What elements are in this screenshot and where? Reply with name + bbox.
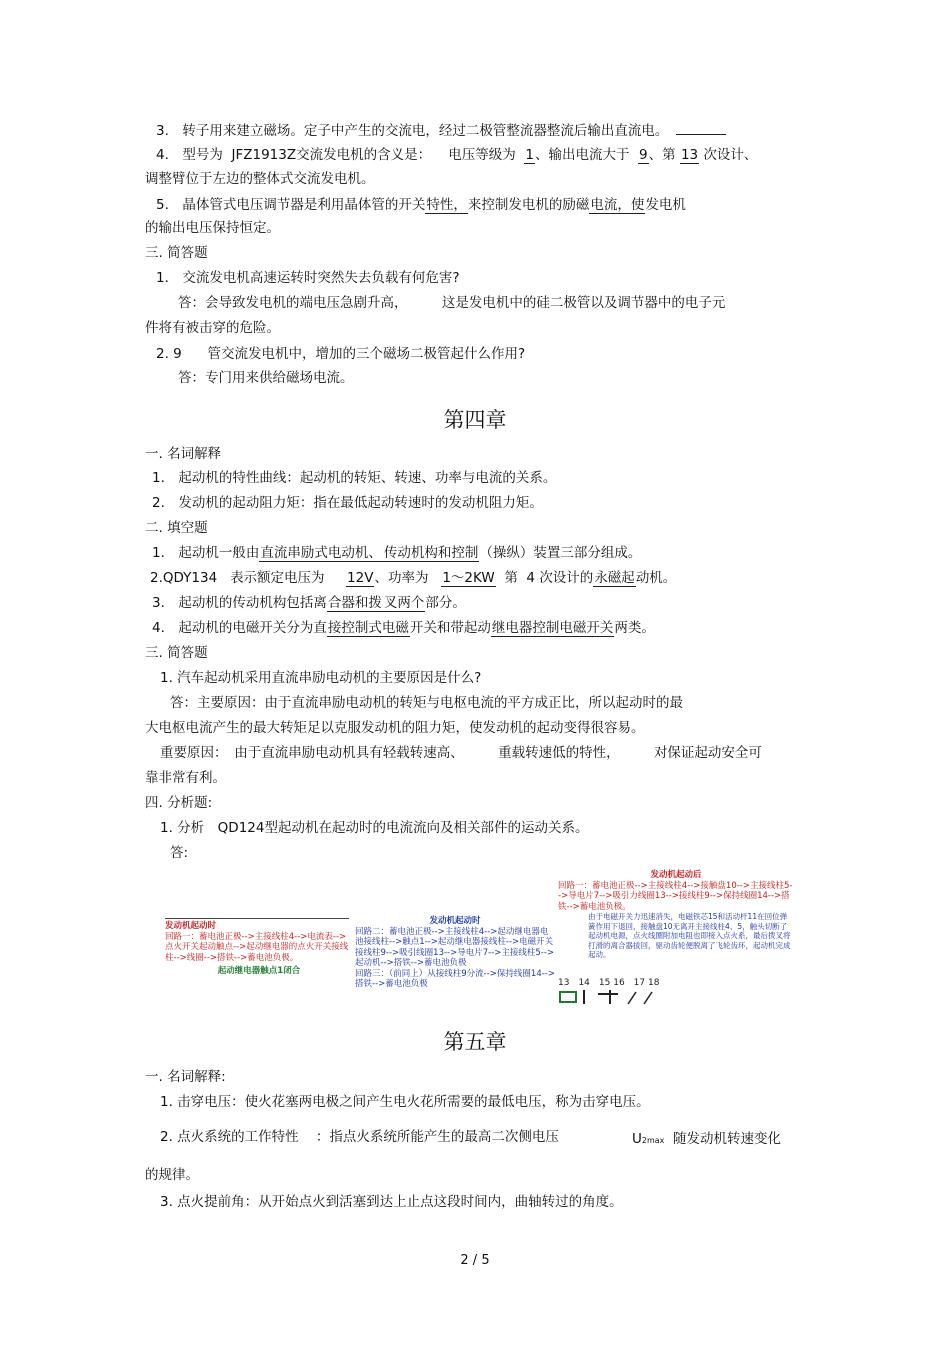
section-heading: 二. 填空题 xyxy=(145,520,208,536)
analysis-question-1: 1. 分析 QD124型起动机在起动时的电流流向及相关部件的运动关系。 xyxy=(160,820,589,836)
fill-item-4: 4. 型号为 JFZ1913Z交流发电机的含义是： 电压等级为 1、输出电流大于 9、第 13 次设计、 xyxy=(156,147,758,163)
box-3-text2: 由于电磁开关力迅速消失，电磁铁芯15和活动杆11在回位弹簧作用下退回，接触盘10无离开主接线柱4、5，触头切断了起动机电源，点火线圈附加电阻也即接入点火系，最后拨叉将打滑的离合器拔回，驱动齿轮便脱离了飞轮齿环，起动机完成起动。 xyxy=(588,912,791,959)
box-2-title: 发动机起动时 xyxy=(429,916,481,926)
short-answer-1: 答：主要原因：由于直流串励电动机的转矩与电枢电流的平方成正比，所以起动时的最 xyxy=(170,695,683,711)
term-2-symbol: U2max 随发动机转速变化 xyxy=(632,1131,782,1147)
section-heading: 三. 简答题 xyxy=(145,645,208,661)
term-3: 3. 点火提前角：从开始点火到活塞到达上止点这段时间内，曲轴转过的角度。 xyxy=(160,1194,623,1210)
question-2: 2. 9 管交流发电机中，增加的三个磁场二极管起什么作用? xyxy=(156,346,526,362)
term-2: 2. 发动机的起动阻力矩：指在最低起动转速时的发动机阻力矩。 xyxy=(152,495,543,511)
box-2-text2: 回路三：（前同上）从接线柱9分流-->保持线圈14-->搭铁-->蓄电池负极 xyxy=(355,968,555,989)
component-numbers: 13 14 15 16 17 18 xyxy=(558,978,660,988)
starter-circuit-figure xyxy=(165,870,795,1005)
short-answer-1-cont: 大电枢电流产生的最大转矩足以克服发动机的阻力矩，使发动机的起动变得很容易。 xyxy=(145,720,645,736)
figure-box-3 xyxy=(558,870,794,1005)
answer-1: 答：会导致发电机的端电压急剧升高， 这是发电机中的硅二极管以及调节器中的电子元 xyxy=(178,295,726,311)
answer-blank xyxy=(676,121,726,135)
fill-1: 1. 起动机一般由直流串励式电动机、 传动机构和控制（操纵）装置三部分组成。 xyxy=(152,545,642,561)
section-heading: 一. 名词解释: xyxy=(145,1069,226,1085)
box-1-title: 发动机起动时 xyxy=(165,921,217,931)
term-1: 1. 起动机的特性曲线：起动机的转矩、转速、功率与电流的关系。 xyxy=(152,470,557,486)
box-3-text: 回路一：蓄电池正极-->主接线柱4-->接触盘10-->主接线柱5-->导电片7-->吸引力线圈13-->接线柱9-->保持线圈14-->搭铁-->蓄电池负极。 xyxy=(558,880,793,912)
term-1: 1. 击穿电压：使火花塞两电极之间产生电火花所需要的最低电压，称为击穿电压。 xyxy=(160,1094,650,1110)
short-answer-2: 重要原因： 由于直流串励电动机具有轻载转速高、 重载转速低的特性， 对保证起动安全可 xyxy=(160,745,762,761)
question-1: 1. 交流发电机高速运转时突然失去负载有何危害? xyxy=(156,270,460,286)
answer-2: 答：专门用来供给磁场电流。 xyxy=(178,370,354,386)
fill-4: 4. 起动机的电磁开关分为直接控制式电磁开关和带起动继电器控制电磁开关两类。 xyxy=(152,620,655,636)
fill-item-5: 5. 晶体管式电压调节器是利用晶体管的开关特性，来控制发电机的励磁电流，使发电机 xyxy=(156,197,686,213)
chapter-4-title: 第四章 xyxy=(443,408,507,432)
page-number: 2 / 5 xyxy=(460,1253,490,1268)
term-2: 2. 点火系统的工作特性 ：指点火系统所能产生的最高二次侧电压 xyxy=(160,1129,559,1145)
figure-box-1 xyxy=(165,918,353,1002)
box-1-footer: 起动继电器触点1闭合 xyxy=(217,966,301,976)
fill-item-3: 3. 转子用来建立磁场。定子中产生的交流电，经过二极管整流器整流后输出直流电。 xyxy=(156,121,726,140)
chapter-5-title: 第五章 xyxy=(443,1030,507,1054)
box-2-text: 回路二：蓄电池正极-->主接线柱4-->起动继电器电池接线柱-->触点1-->起动继电器接线柱-->电磁开关接线柱9-->吸引线圈13-->导电片7-->主接线柱5-->起动机-->搭铁-->蓄电池负极 xyxy=(355,926,555,968)
fill-item-4-cont: 调整臂位于左边的整体式交流发电机。 xyxy=(145,171,375,187)
section-heading: 四. 分析题: xyxy=(145,795,213,811)
section-heading: 一. 名词解释 xyxy=(145,446,222,462)
mechanism-sketch xyxy=(558,988,678,1005)
term-2-cont: 的规律。 xyxy=(145,1167,199,1183)
figure-box-2 xyxy=(355,916,555,1002)
fill-3: 3. 起动机的传动机构包括离合器和拨 叉两个部分。 xyxy=(152,595,466,611)
fill-item-5-cont: 的输出电压保持恒定。 xyxy=(145,220,280,236)
analysis-answer: 答: xyxy=(170,845,189,861)
short-question-1: 1. 汽车起动机采用直流串励电动机的主要原因是什么? xyxy=(160,670,482,686)
box-3-title: 发动机起动后 xyxy=(650,870,702,880)
answer-1-cont: 件将有被击穿的危险。 xyxy=(145,320,280,336)
fill-2: 2.QDY134 表示额定电压为 12V、功率为 1～2KW 第 4 次设计的永磁起动机。 xyxy=(150,570,677,586)
short-answer-2-cont: 靠非常有利。 xyxy=(145,770,226,786)
box-1-text: 回路一：蓄电池正极-->主接线柱4-->电流表-->点火开关起动触点-->起动继电器的点火开关接线柱-->线圈-->搭铁-->蓄电池负极。 xyxy=(165,931,349,963)
section-heading: 三. 简答题 xyxy=(145,245,208,261)
